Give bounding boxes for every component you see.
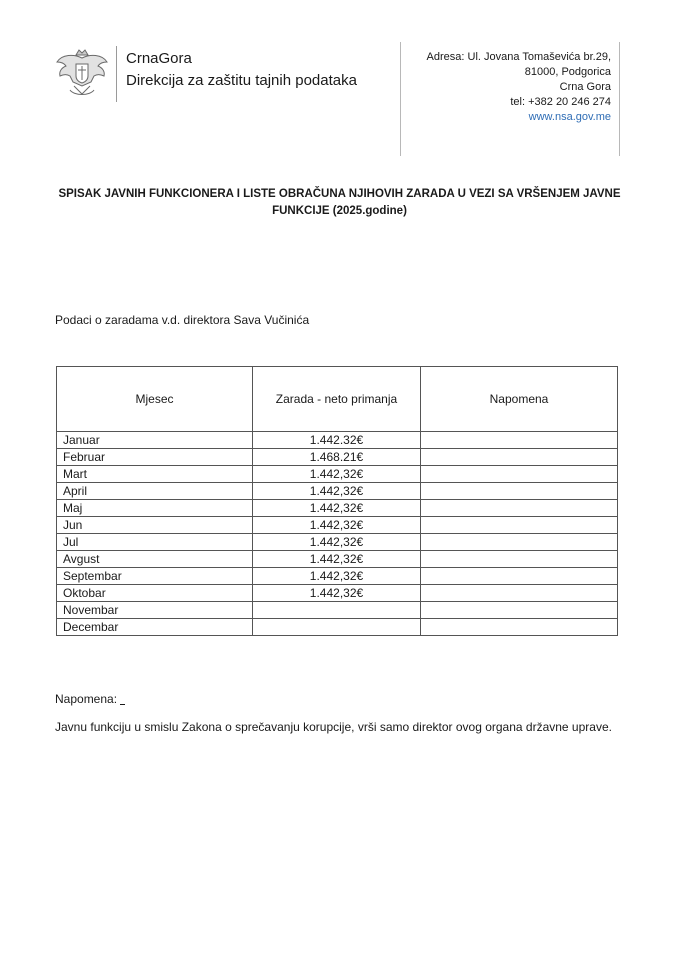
address-block — [400, 42, 620, 156]
header-note: Napomena — [421, 367, 618, 432]
table-row — [57, 585, 618, 602]
table-row — [57, 466, 618, 483]
month-cell: April — [57, 483, 253, 500]
month-cell: Maj — [57, 500, 253, 517]
month-cell: Februar — [57, 449, 253, 466]
note-text: Javnu funkciju u smislu Zakona o sprečavanju korupcije, vrši samo direktor ovog organa državne uprave. — [55, 720, 612, 734]
organization-name — [126, 48, 357, 92]
note-heading — [55, 692, 125, 706]
note-cell — [421, 534, 618, 551]
note-label: Napomena: — [55, 692, 118, 706]
amount-cell: 1.442,32€ — [253, 551, 421, 568]
note-cell — [421, 483, 618, 500]
month-cell: Jul — [57, 534, 253, 551]
org-country: CrnaGora — [126, 50, 192, 67]
table-row — [57, 602, 618, 619]
amount-cell — [253, 602, 421, 619]
website-link[interactable]: www.nsa.gov.me — [528, 111, 611, 123]
phone-line: tel: +382 20 246 274 — [510, 96, 611, 108]
month-cell: Jun — [57, 517, 253, 534]
table-row — [57, 568, 618, 585]
note-cell — [421, 551, 618, 568]
note-cell — [421, 585, 618, 602]
note-cell — [421, 449, 618, 466]
amount-cell: 1.442,32€ — [253, 500, 421, 517]
header-salary: Zarada - neto primanja — [253, 367, 421, 432]
amount-cell: 1.442,32€ — [253, 483, 421, 500]
table-row — [57, 432, 618, 449]
table-row — [57, 517, 618, 534]
month-cell: Novembar — [57, 602, 253, 619]
table-row — [57, 619, 618, 636]
month-cell: Mart — [57, 466, 253, 483]
org-directorate: Direkcija za zaštitu tajnih podataka — [126, 72, 357, 89]
coat-of-arms-icon — [52, 46, 112, 102]
amount-cell — [253, 619, 421, 636]
amount-cell: 1.442,32€ — [253, 466, 421, 483]
table-row — [57, 449, 618, 466]
document-title: SPISAK JAVNIH FUNKCIONERA I LISTE OBRAČUNA NJIHOVIH ZARADA U VEZI SA VRŠENJEM JAVNE FUNKCIJE (2025.godine) — [58, 188, 621, 217]
table-row — [57, 483, 618, 500]
month-cell: Septembar — [57, 568, 253, 585]
salary-subheading: Podaci o zaradama v.d. direktora Sava Vučinića — [55, 313, 310, 327]
amount-cell: 1.442,32€ — [253, 517, 421, 534]
month-cell: Avgust — [57, 551, 253, 568]
note-cell — [421, 432, 618, 449]
note-cell — [421, 602, 618, 619]
note-cell — [421, 466, 618, 483]
month-cell: Januar — [57, 432, 253, 449]
amount-cell: 1.468.21€ — [253, 449, 421, 466]
header-divider — [116, 46, 117, 102]
note-cell — [421, 500, 618, 517]
note-cell — [421, 517, 618, 534]
table-row — [57, 500, 618, 517]
amount-cell: 1.442,32€ — [253, 568, 421, 585]
note-cell — [421, 619, 618, 636]
amount-cell: 1.442.32€ — [253, 432, 421, 449]
table-row — [57, 534, 618, 551]
address-line: 81000, Podgorica — [524, 66, 611, 78]
note-blank-underline — [120, 692, 125, 705]
month-cell: Oktobar — [57, 585, 253, 602]
amount-cell: 1.442,32€ — [253, 585, 421, 602]
table-row — [57, 551, 618, 568]
address-line: Crna Gora — [559, 81, 611, 93]
header-month: Mjesec — [57, 367, 253, 432]
month-cell: Decembar — [57, 619, 253, 636]
salary-table — [56, 366, 618, 636]
amount-cell: 1.442,32€ — [253, 534, 421, 551]
table-header-row — [57, 367, 618, 432]
address-line: Adresa: Ul. Jovana Tomaševića br.29, — [426, 51, 611, 63]
note-cell — [421, 568, 618, 585]
